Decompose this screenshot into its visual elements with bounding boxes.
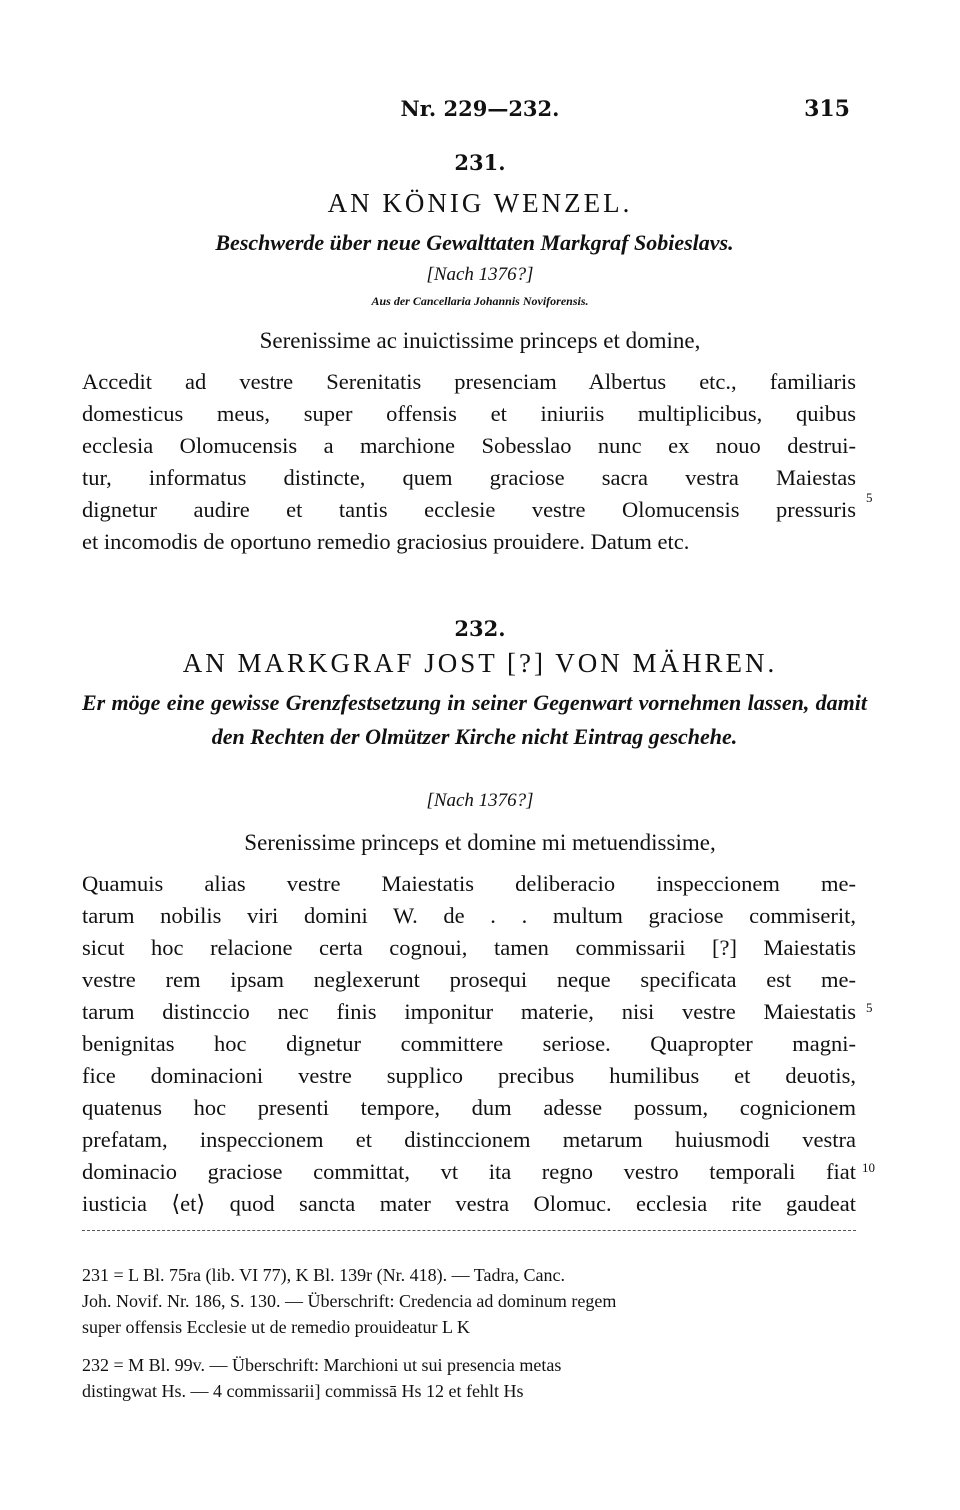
doc-231-line: tur, informatus distincte, quem graciose sacra vestra Maiestas bbox=[82, 465, 856, 490]
apparatus-line: 232 = M Bl. 99v. — Überschrift: Marchioni ut sui presencia metas bbox=[82, 1355, 562, 1375]
running-head-range: Nr. 229—232. bbox=[400, 96, 560, 121]
doc-231-line: domesticus meus, super offensis et iniuriis multiplicibus, quibus bbox=[82, 401, 856, 426]
doc-232-line: fice dominacioni vestre supplico precibus humilibus et deuotis, bbox=[82, 1063, 856, 1088]
doc-231-line: et incomodis de oportuno remedio graciosius prouidere. Datum etc. bbox=[82, 529, 690, 554]
doc-232-line: prefatam, inspeccionem et distinccionem metarum huiusmodi vestra bbox=[82, 1127, 856, 1152]
doc-232-line: iusticia ⟨et⟩ quod sancta mater vestra Olomuc. ecclesia rite gaudeat bbox=[82, 1191, 856, 1216]
page-number: 315 bbox=[804, 96, 850, 122]
doc-232-body bbox=[82, 868, 856, 1220]
apparatus-note-231 bbox=[82, 1262, 856, 1340]
apparatus-line: super offensis Ecclesie ut de remedio prouideatur L K bbox=[82, 1317, 470, 1337]
doc-231-title: AN KÖNIG WENZEL. bbox=[327, 188, 633, 218]
doc-232-line: sicut hoc relacione certa cognoui, tamen commissarii [?] Maiestatis bbox=[82, 935, 856, 960]
doc-232-line: vestre rem ipsam neglexerunt prosequi neque specificata est me- bbox=[82, 967, 856, 992]
doc-231-line: dignetur audire et tantis ecclesie vestre Olomucensis pressuris bbox=[82, 497, 856, 522]
doc-231-line: Accedit ad vestre Serenitatis presenciam Albertus etc., familiaris bbox=[82, 369, 856, 394]
doc-232-line: tarum nobilis viri domini W. de . . multum graciose commiserit, bbox=[82, 903, 856, 928]
doc-231-number: 231. bbox=[454, 150, 506, 175]
doc-232-number: 232. bbox=[454, 616, 506, 641]
doc-232-date: [Nach 1376?] bbox=[426, 790, 534, 811]
doc-232-line: tarum distinccio nec finis imponitur materie, nisi vestre Maiestatis bbox=[82, 999, 856, 1024]
doc-232-margin-line-10: 10 bbox=[862, 1160, 875, 1175]
doc-232-title: AN MARKGRAF JOST [?] VON MÄHREN. bbox=[182, 648, 778, 678]
running-head bbox=[0, 96, 960, 126]
doc-232-line: Quamuis alias vestre Maiestatis deliberacio inspeccionem me- bbox=[82, 871, 856, 896]
apparatus-line: 231 = L Bl. 75ra (lib. VI 77), K Bl. 139r (Nr. 418). — Tadra, Canc. bbox=[82, 1265, 565, 1285]
apparatus-line: distingwat Hs. — 4 commissarii] commissā Hs 12 et fehlt Hs bbox=[82, 1381, 524, 1401]
doc-232-line: quatenus hoc presenti tempore, dum adesse possum, cognicionem bbox=[82, 1095, 856, 1120]
doc-232-line: dominacio graciose committat, vt ita regno vestro temporali fiat bbox=[82, 1159, 856, 1184]
doc-231-date: [Nach 1376?] bbox=[426, 264, 534, 285]
doc-232-salutation: Serenissime princeps et domine mi metuendissime, bbox=[244, 830, 716, 855]
doc-232-line: benignitas hoc dignetur committere seriose. Quapropter magni- bbox=[82, 1031, 856, 1056]
text-separator-rule bbox=[82, 1230, 856, 1231]
doc-231-line: ecclesia Olomucensis a marchione Sobesslao nunc ex nouo destrui- bbox=[82, 433, 856, 458]
apparatus-note-232 bbox=[82, 1352, 856, 1404]
doc-231-body bbox=[82, 366, 856, 558]
doc-232-summary: Er möge eine gewisse Grenzfestsetzung in seiner Gegenwart vornehmen lassen, damit den Rechten der Olmützer Kirche nicht Eintrag geschehe. bbox=[82, 690, 867, 749]
doc-231-source: Aus der Cancellaria Johannis Noviforensis. bbox=[371, 294, 589, 308]
apparatus-line: Joh. Novif. Nr. 186, S. 130. — Überschrift: Credencia ad dominum regem bbox=[82, 1291, 617, 1311]
doc-232-margin-line-5: 5 bbox=[866, 1000, 873, 1015]
doc-231-summary: Beschwerde über neue Gewalttaten Markgraf Sobieslavs. bbox=[215, 230, 734, 255]
doc-231-salutation: Serenissime ac inuictissime princeps et domine, bbox=[259, 328, 701, 353]
doc-231-margin-line-5: 5 bbox=[866, 490, 873, 505]
